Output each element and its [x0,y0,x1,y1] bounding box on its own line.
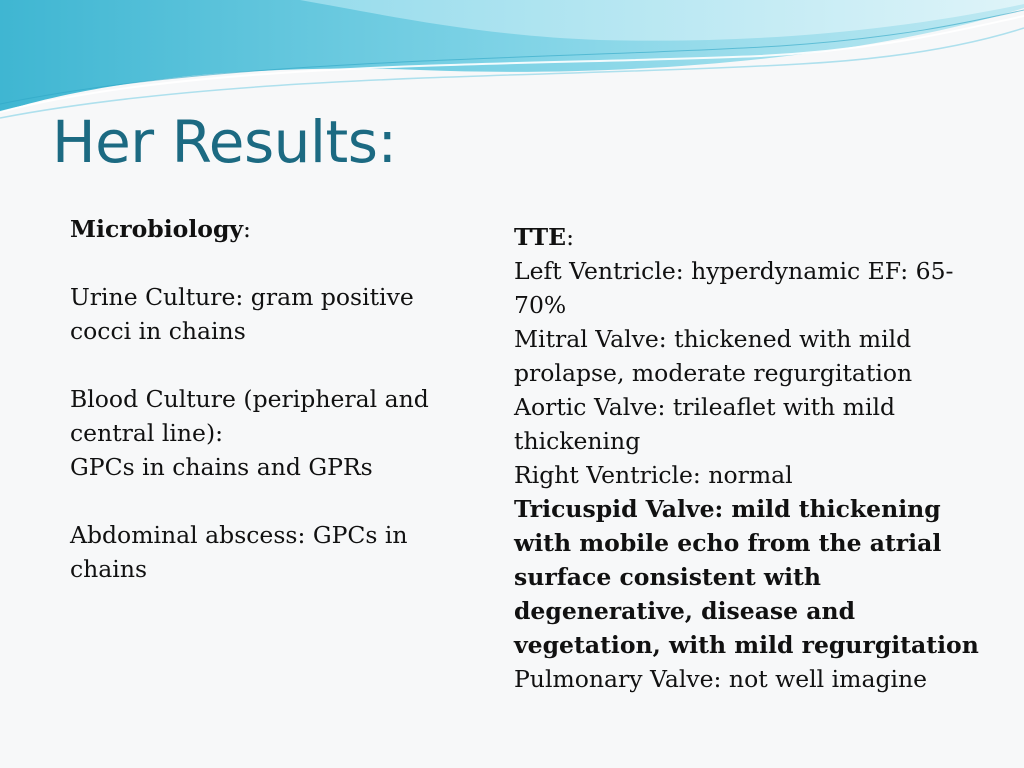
urine-culture-result: Urine Culture: gram positive cocci in chains [70,283,414,345]
tricuspid-valve-result: Tricuspid Valve: mild thickening with mobile echo from the atrial surface consistent with degenerative, disease and vegetation, with mild regurgitation [514,495,979,659]
tte-heading: TTE [514,223,567,251]
microbiology-heading-line [70,212,470,246]
mitral-valve-result: Mitral Valve: thickened with mild prolapse, moderate regurgitation [514,325,913,387]
abdominal-abscess-result: Abdominal abscess: GPCs in chains [70,521,408,583]
right-ventricle-result: Right Ventricle: normal [514,461,793,489]
blood-culture-result: GPCs in chains and GPRs [70,453,373,481]
tte-heading-line [514,220,1004,254]
blood-culture-label: Blood Culture (peripheral and central line): [70,385,429,447]
microbiology-heading: Microbiology [70,215,244,243]
spacer [70,484,470,518]
microbiology-section [70,212,470,586]
microbiology-heading-colon: : [243,215,251,243]
tte-section [514,220,1004,696]
spacer [70,348,470,382]
slide-title: Her Results: [52,108,397,176]
tte-heading-colon: : [566,223,574,251]
left-ventricle-result: Left Ventricle: hyperdynamic EF: 65-70% [514,257,954,319]
aortic-valve-result: Aortic Valve: trileaflet with mild thickening [514,393,896,455]
pulmonary-valve-result: Pulmonary Valve: not well imagine [514,665,928,693]
spacer [70,246,470,280]
